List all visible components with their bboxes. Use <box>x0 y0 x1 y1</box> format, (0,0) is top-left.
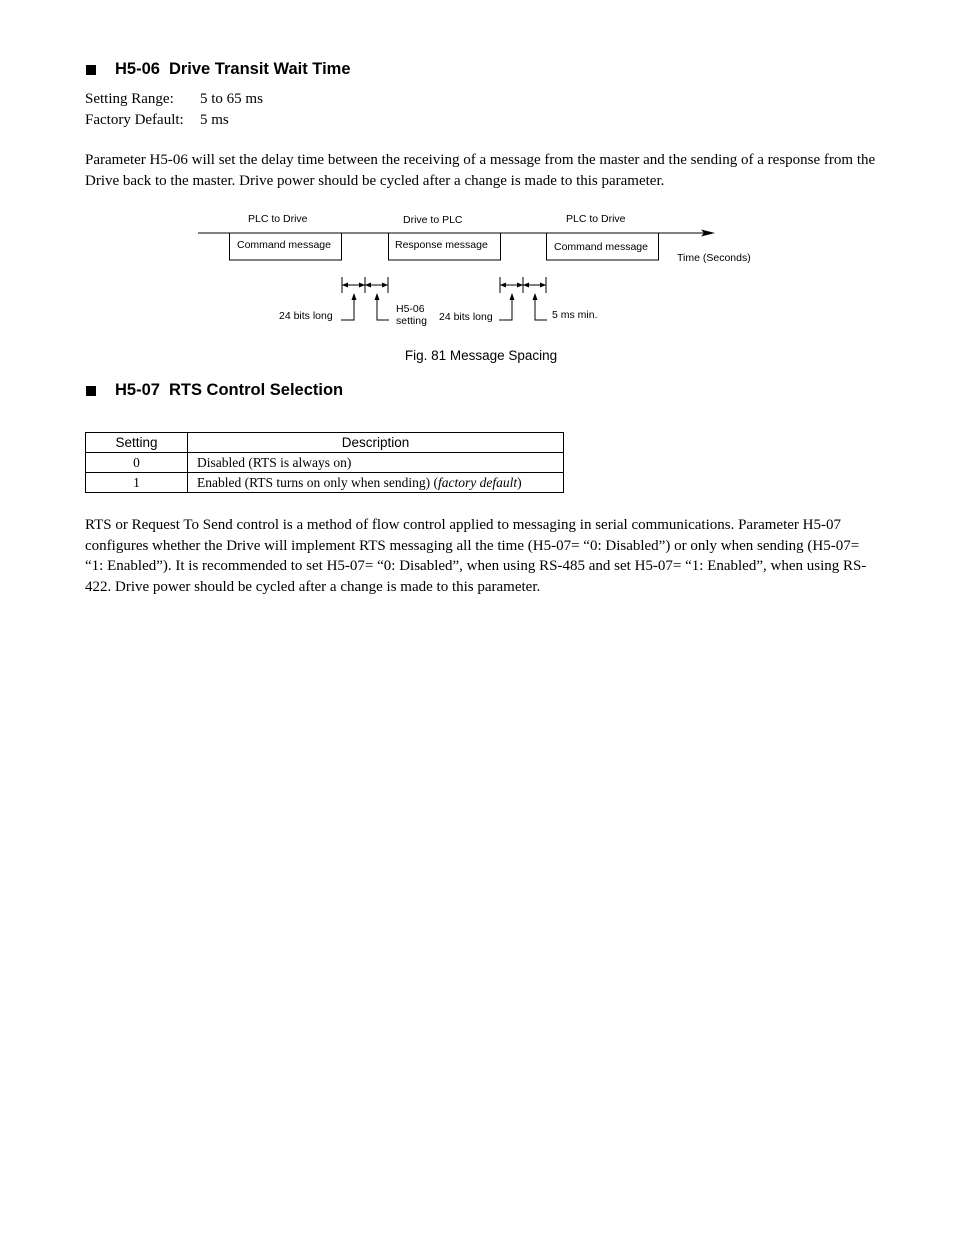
label-plc-to-drive-2: PLC to Drive <box>566 213 626 225</box>
spec-label: Factory Default: <box>85 111 184 128</box>
spec-row-factory-default <box>85 110 263 131</box>
setting-cell: 1 <box>86 473 188 493</box>
h5-06-description: Parameter H5-06 will set the delay time between the receiving of a message from the master and the sending of a response from the Drive back to the master. Drive power should be cycled after a change is made to this parameter. <box>85 152 876 189</box>
table-header-row <box>86 433 564 453</box>
description-text: Enabled (RTS turns on only when sending) ( <box>197 474 439 490</box>
label-plc-to-drive-1: PLC to Drive <box>248 213 308 225</box>
table-row <box>86 473 564 493</box>
bullet-square-icon <box>86 386 96 396</box>
section-heading-h5-07 <box>86 381 343 400</box>
label-command-message-2: Command message <box>554 241 648 253</box>
parameter-code: H5-06 <box>115 60 160 78</box>
parameter-title: Drive Transit Wait Time <box>168 60 351 78</box>
spec-value: 5 to 65 ms <box>200 91 263 107</box>
rts-settings-table <box>85 432 564 493</box>
parameter-specs <box>85 89 263 130</box>
table-row <box>86 453 564 473</box>
section-heading-h5-06 <box>86 60 351 79</box>
description-cell <box>188 473 564 493</box>
label-setting: setting <box>396 315 427 327</box>
description-text: Disabled (RTS is always on) <box>197 454 352 470</box>
spec-value: 5 ms <box>200 111 229 128</box>
label-command-message-1: Command message <box>237 239 331 251</box>
figure-caption: Fig. 81 Message Spacing <box>404 348 558 363</box>
label-drive-to-plc: Drive to PLC <box>403 214 463 226</box>
label-response-message: Response message <box>395 239 488 251</box>
setting-cell: 0 <box>86 453 188 473</box>
spec-label: Setting Range: <box>85 91 174 107</box>
parameter-code: H5-07 <box>115 381 160 399</box>
dimension-group-2 <box>499 277 547 320</box>
label-24-bits-long-2: 24 bits long <box>439 311 493 323</box>
label-5-ms-min: 5 ms min. <box>552 309 598 321</box>
spec-row-setting-range <box>85 89 263 110</box>
dimension-group-1 <box>341 277 389 320</box>
column-header-description: Description <box>188 433 564 453</box>
message-spacing-diagram <box>190 205 770 335</box>
h5-07-description: RTS or Request To Send control is a method of flow control applied to messaging in serial communications. Parameter H5-07 configures whether the Drive will implement RTS messaging all the time (H5-07= “0: Disabled”) or only when sending (H5-07= “1: Enabled”). It is recommended to set H5-07= “0: Disabled”, when using RS-485 and set H5-07= “1: Enabled”, when using RS-422. Drive power should be cycled after a change is made to this parameter. <box>85 517 867 595</box>
label-h5-06: H5-06 <box>396 303 425 315</box>
parameter-title: RTS Control Selection <box>168 381 344 399</box>
label-24-bits-long-1: 24 bits long <box>279 310 333 322</box>
label-time-axis: Time (Seconds) <box>677 252 751 264</box>
column-header-setting: Setting <box>86 433 188 453</box>
factory-default-note: factory default <box>438 474 518 490</box>
description-cell <box>188 453 564 473</box>
bullet-square-icon <box>86 65 96 75</box>
description-suffix: ) <box>517 474 522 490</box>
